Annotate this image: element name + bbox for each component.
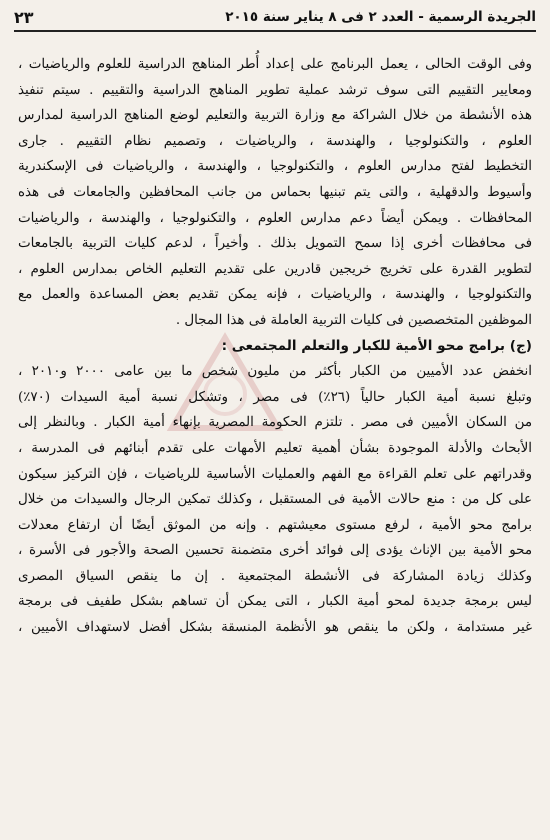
text-line: انخفض عدد الأميين من الكبار بأكثر من مليون شخص ما بين عامى ٢٠٠٠ و٢٠١٠ ، — [18, 364, 532, 380]
text-line: الموظفين المتخصصين فى كليات التربية العاملة فى هذا المجال . — [175, 312, 532, 328]
text-line: والتكنولوجيا ، والهندسة ، والرياضيات ، فإنه يمكن تقديم بعض المساعدة والعمل مع — [18, 287, 532, 303]
text-line: وفى الوقت الحالى ، يعمل البرنامج على إعداد أُطر المناهج الدراسية للعلوم والرياضيات ، — [18, 57, 532, 72]
section-heading: (ج) برامج محو الأمية للكبار والتعلم المجتمعى : — [221, 337, 532, 354]
text-line: وتبلغ نسبة أمية الكبار حالياً (٢٦٪) فى مصر ، وتشكل نسبة أمية السيدات (٧٠٪) — [18, 389, 532, 405]
text-line: هذه الأنشطة من خلال الشراكة مع وزارة التربية والتعليم لوضع المناهج الدراسية لمدارس — [18, 108, 532, 124]
text-line: الأبحاث والأدلة الموجودة بشأن أهمية تعليم الأمهات على تقدم أبنائهم فى المدرسة ، — [18, 440, 532, 456]
text-line: ومعايير التقييم التى سوف ترشد عملية تطوير المناهج الدراسية والتقييم . سيتم تنفيذ — [18, 82, 532, 98]
page-number: ٢٣ — [14, 7, 34, 27]
text-line: وأسيوط والدقهلية ، والتى يتم تبنيها بحماس من جانب المحافظين والجامعات فى هذه — [18, 184, 532, 200]
article-body — [18, 52, 532, 641]
text-line: التخطيط لفتح مدارس العلوم ، والتكنولوجيا ، والهندسة ، والرياضيات فى الإسكندرية — [18, 159, 532, 175]
text-line: فى محافظات أخرى إذا سمح التمويل بذلك . وأخيراً ، لدعم كليات التربية بالجامعات — [18, 236, 532, 252]
text-line: المحافظات . ويمكن أيضاً دعم مدارس العلوم ، والتكنولوجيا ، والهندسة ، والرياضيات — [18, 210, 532, 226]
text-line: محو الأمية بين الإناث يؤدى إلى فوائد أخرى متضمنة تحسين الصحة والأجور فى الأسرة ، — [18, 543, 532, 559]
text-line: وكذلك زيادة المشاركة فى الأنشطة المجتمعية . إن ما ينقص السياق المصرى — [18, 568, 532, 584]
gazette-title: الجريدة الرسمية - العدد ٢ فى ٨ يناير سنة ٢٠١٥ — [225, 9, 536, 25]
paragraph-adult-literacy — [18, 359, 532, 641]
paragraph-stem-schools — [18, 52, 532, 334]
text-line: ليس برمجة جديدة لمحو أمية الكبار ، التى يمكن أن تساهم بشكل طفيف فى برمجة — [18, 594, 532, 610]
text-line: غير مستدامة ، ولكن ما ينقص هو الأنظمة المنسقة بشكل أفضل لاستهداف الأميين ، — [18, 620, 532, 636]
text-line: على كل من : منع حالات الأمية فى المستقبل ، وكذلك تمكين الرجال والسيدات من خلال — [18, 492, 532, 508]
text-line: العلوم ، والتكنولوجيا ، والهندسة ، والرياضيات ، وتصميم نظام التقييم . جارى — [18, 133, 532, 149]
text-line: من السكان الأميين فى مصر . تلتزم الحكومة المصرية بإنهاء أمية الكبار . وبالنظر إلى — [18, 415, 532, 431]
text-line: وقدراتهم على تعلم القراءة مع الفهم والعمليات الأساسية للرياضيات ، فإن التركيز سيكون — [18, 466, 532, 482]
text-line: لتطوير القدرة على تخريج خريجين قادرين على تقديم التعليم الخاص بمدارس العلوم ، — [18, 261, 532, 277]
text-line: برامج محو الأمية ، لرفع مستوى معيشتهم . وإنه من الموثق أيضًا أن ارتفاع معدلات — [18, 517, 532, 533]
page-header — [14, 4, 536, 32]
